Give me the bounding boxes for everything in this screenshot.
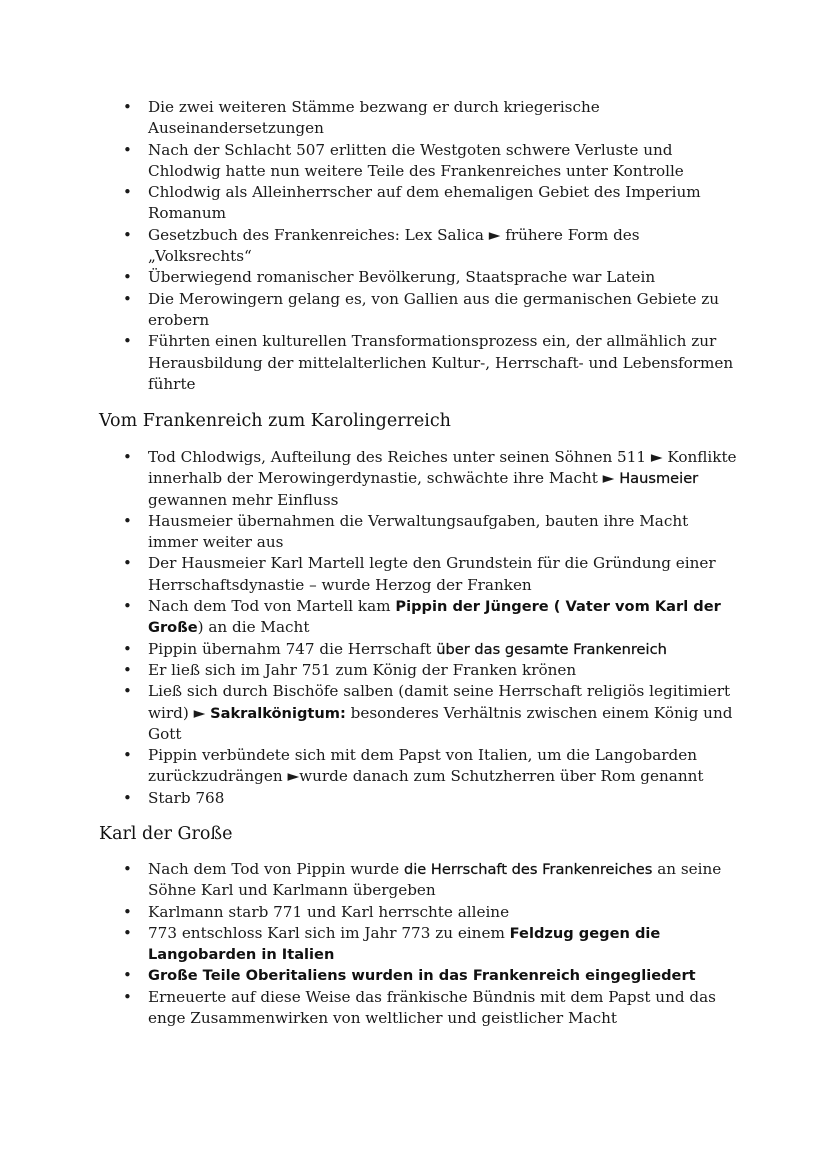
highlight-term: Große Teile Oberitaliens wurden in das Frankenreich eingegliedert (148, 967, 696, 985)
list-item: • Erneuerte auf diese Weise das fränkische Bündnis mit dem Papst und das enge Zusammenwirken von weltlicher und geistlicher Macht (148, 987, 738, 1030)
list-item: • Der Hausmeier Karl Martell legte den Grundstein für die Gründung einer Herrschaftsdynastie – wurde Herzog der Franken (148, 553, 738, 596)
bullet-list-merowinger (148, 97, 738, 395)
list-item: • Nach der Schlacht 507 erlitten die Westgoten schwere Verluste und Chlodwig hatte nun weitere Teile des Frankenreiches unter Kontrolle (148, 140, 738, 183)
bullet-list-karl-der-grosse (148, 859, 738, 1029)
list-item (148, 965, 738, 986)
section-heading-karl-der-grosse: Karl der Große (99, 824, 233, 844)
list-item: • Ließ sich durch Bischöfe salben (damit seine Herrschaft religiös legitimiert wird) ► Sakralkönigtum: besonderes Verhältnis zwischen einem König und Gott (148, 681, 738, 745)
section-heading-karolingerreich: Vom Frankenreich zum Karolingerreich (99, 411, 451, 431)
list-item: • Die Merowingern gelang es, von Gallien aus die germanischen Gebiete zu erobern (148, 289, 738, 332)
list-item: • Hausmeier übernahmen die Verwaltungsaufgaben, bauten ihre Macht immer weiter aus (148, 511, 738, 554)
bullet-list-karolingerreich (148, 447, 738, 809)
list-item: • Er ließ sich im Jahr 751 zum König der Franken krönen (148, 660, 738, 681)
list-item: • Führten einen kulturellen Transformationsprozess ein, der allmählich zur Herausbildung der mittelalterlichen Kultur-, Herrschaft- und Lebensformen führte (148, 331, 738, 395)
list-item: • Pippin übernahm 747 die Herrschaft über das gesamte Frankenreich (148, 639, 738, 660)
list-item: • Die zwei weiteren Stämme bezwang er durch kriegerische Auseinandersetzungen (148, 97, 738, 140)
highlight-term: Pippin der Jüngere ( Vater vom Karl der Große (148, 598, 721, 637)
list-item: • Chlodwig als Alleinherrscher auf dem ehemaligen Gebiet des Imperium Romanum (148, 182, 738, 225)
list-item: • Nach dem Tod von Martell kam Pippin der Jüngere ( Vater vom Karl der Große) an die Macht (148, 596, 738, 639)
list-item: • Karlmann starb 771 und Karl herrschte alleine (148, 902, 738, 923)
list-item: • Überwiegend romanischer Bevölkerung, Staatsprache war Latein (148, 267, 738, 288)
highlight-term: Hausmeier (619, 470, 699, 488)
list-item: • Nach dem Tod von Pippin wurde die Herrschaft des Frankenreiches an seine Söhne Karl und Karlmann übergeben (148, 859, 738, 902)
list-item: • Gesetzbuch des Frankenreiches: Lex Salica ► frühere Form des „Volksrechts“ (148, 225, 738, 268)
highlight-term: Sakralkönigtum: (210, 704, 346, 722)
highlight-term: Feldzug gegen die Langobarden in Italien (148, 924, 661, 964)
list-item: • Pippin verbündete sich mit dem Papst von Italien, um die Langobarden zurückzudrängen ►wurde danach zum Schutzherren über Rom genannt (148, 745, 738, 788)
list-item: • 773 entschloss Karl sich im Jahr 773 zu einem Feldzug gegen die Langobarden in Italien (148, 923, 738, 966)
list-item: • Tod Chlodwigs, Aufteilung des Reiches unter seinen Söhnen 511 ► Konflikte innerhalb der Merowingerdynastie, schwächte ihre Macht ► Hausmeier gewannen mehr Einfluss (148, 447, 738, 511)
highlight-term: die Herrschaft des Frankenreiches (403, 861, 653, 878)
highlight-term: über das gesamte Frankenreich (436, 640, 667, 658)
list-item: • Starb 768 (148, 788, 738, 809)
